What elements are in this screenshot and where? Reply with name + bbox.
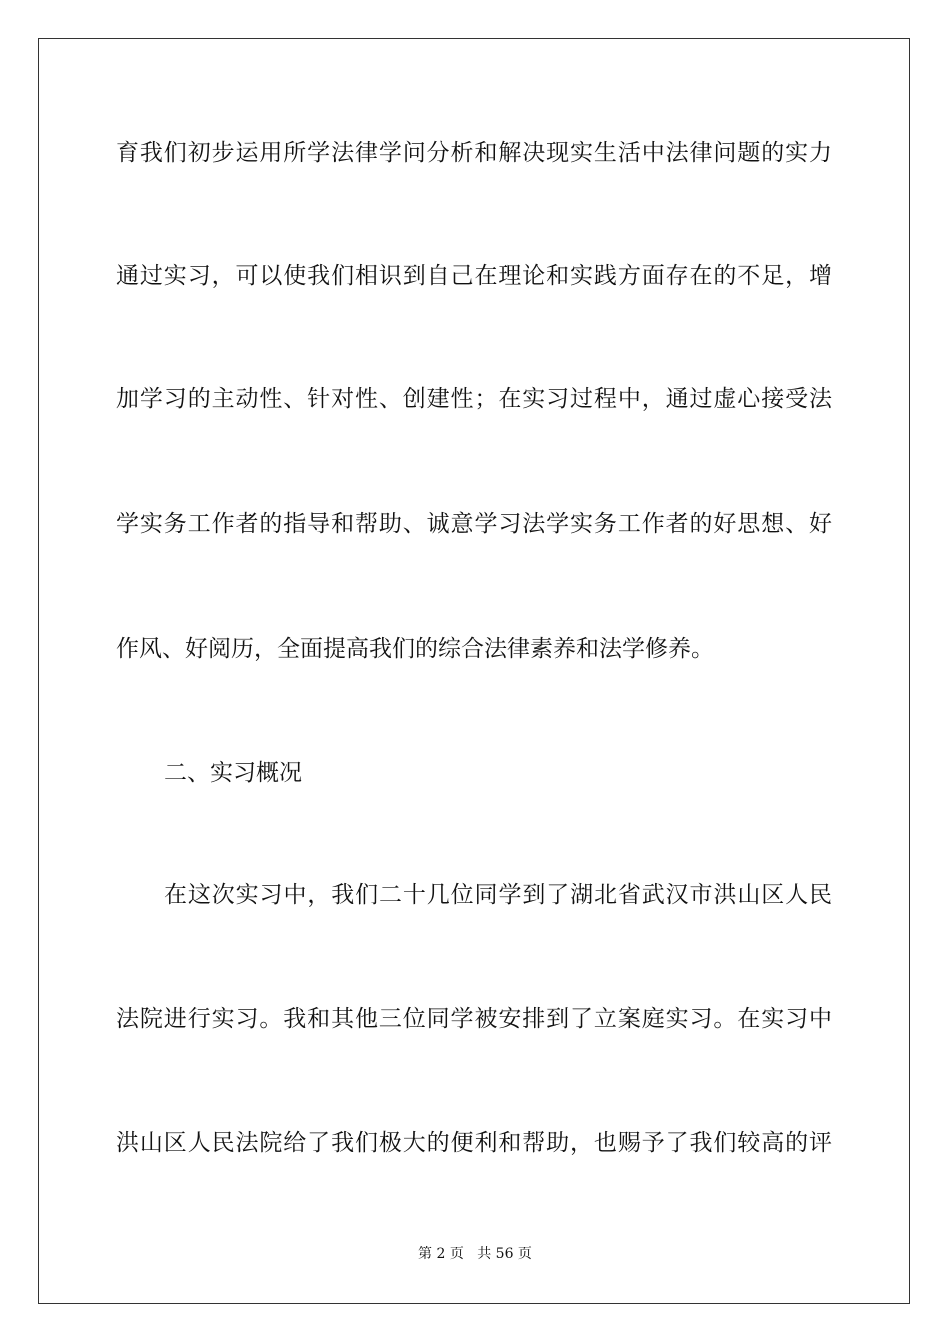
section-heading: 二、实习概况 xyxy=(164,760,302,786)
body-text-line-1: 育我们初步运用所学法律学问分析和解决现实生活中法律问题的实力 xyxy=(116,140,832,166)
body-text-line-3: 加学习的主动性、针对性、创建性；在实习过程中，通过虚心接受法 xyxy=(116,386,832,412)
page-footer xyxy=(0,1245,950,1263)
page-number: 第 2 页 xyxy=(418,1246,464,1262)
body-text-line-4: 学实务工作者的指导和帮助、诚意学习法学实务工作者的好思想、好 xyxy=(116,511,832,537)
page-total: 共 56 页 xyxy=(477,1246,532,1262)
paragraph-first-line: 在这次实习中，我们二十几位同学到了湖北省武汉市洪山区人民 xyxy=(164,882,832,908)
body-text-line-8: 洪山区人民法院给了我们极大的便利和帮助，也赐予了我们较高的评 xyxy=(116,1130,832,1156)
body-text-line-2: 通过实习，可以使我们相识到自己在理论和实践方面存在的不足，增 xyxy=(116,263,832,289)
page-border xyxy=(38,38,910,1304)
body-text-line-7: 法院进行实习。我和其他三位同学被安排到了立案庭实习。在实习中 xyxy=(116,1006,832,1032)
body-text-line-5: 作风、好阅历，全面提高我们的综合法律素养和法学修养。 xyxy=(116,636,714,662)
